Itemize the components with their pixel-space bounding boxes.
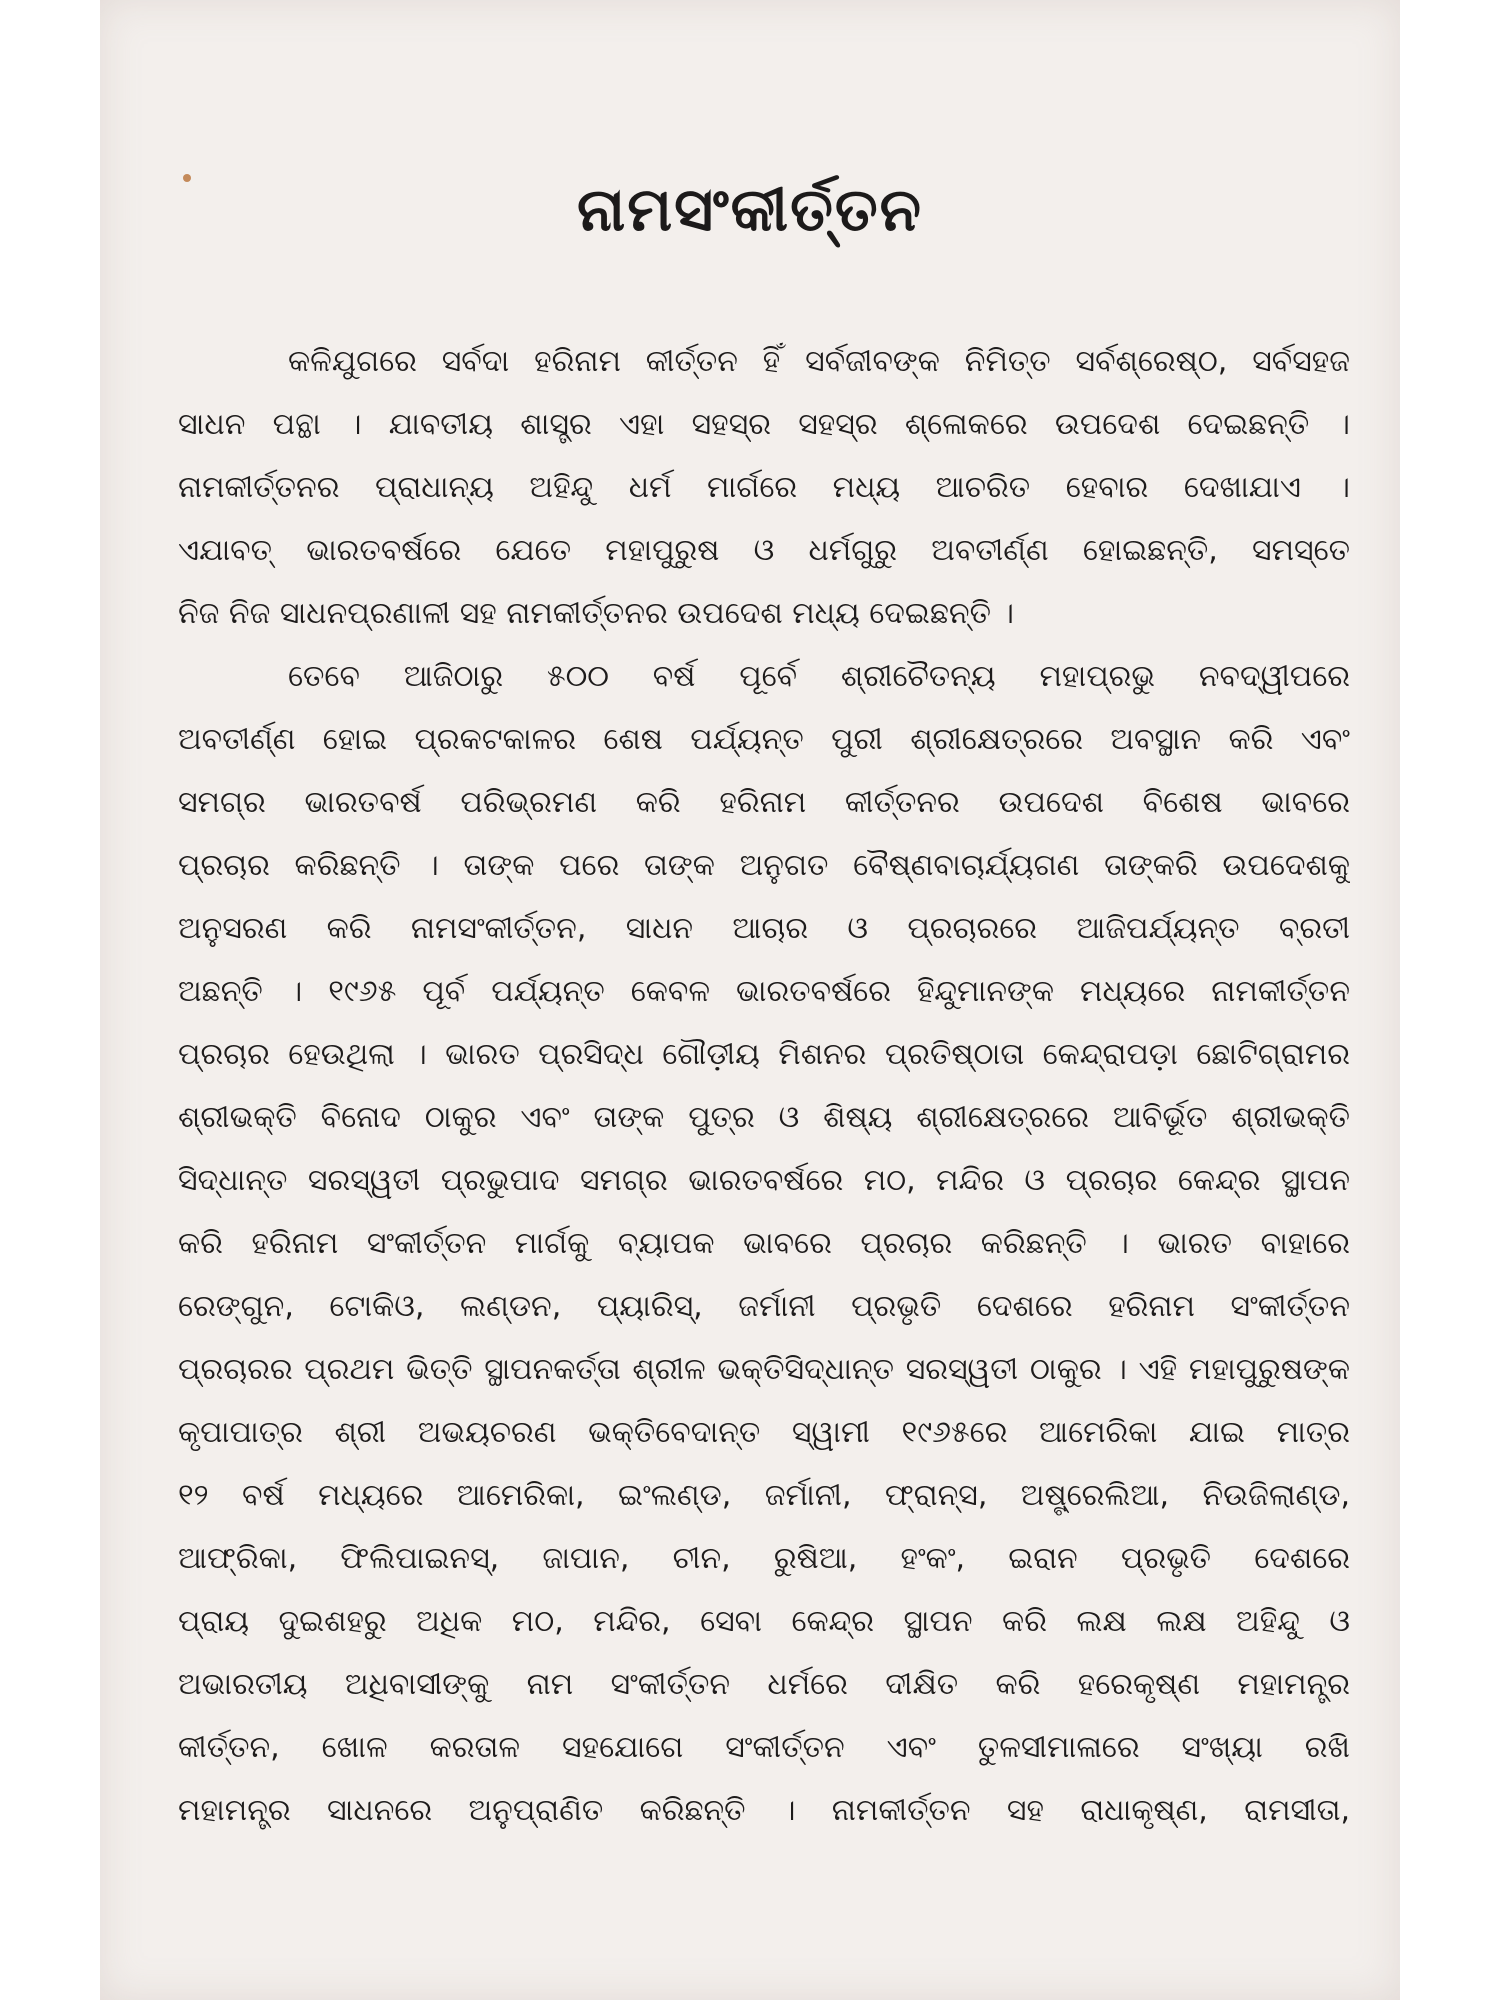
text-line: କଳିଯୁଗରେ ସର୍ବଦା ହରିନାମ କୀର୍ତ୍ତନ ହିଁ ସର୍ବଜୀବଙ୍କ ନିମିତ୍ତ ସର୍ବଶ୍ରେଷ୍ଠ, ସର୍ବସହଜ	[288, 344, 1350, 379]
text-line: ପ୍ରଚାର କରିଛନ୍ତି । ତାଙ୍କ ପରେ ତାଙ୍କ ଅନୁଗତ ବୈଷ୍ଣବାଚାର୍ଯ୍ୟଗଣ ତାଙ୍କରି ଉପଦେଶକୁ	[178, 848, 1350, 883]
text-line: ତେବେ ଆଜିଠାରୁ ୫୦୦ ବର୍ଷ ପୂର୍ବେ ଶ୍ରୀଚୈତନ୍ୟ ମହାପ୍ରଭୁ ନବଦ୍ୱୀପରେ	[288, 659, 1350, 694]
text-line: ମହାମନ୍ତ୍ର ସାଧନରେ ଅନୁପ୍ରାଣିତ କରିଛନ୍ତି । ନାମକୀର୍ତ୍ତନ ସହ ରାଧାକୃଷ୍ଣ, ରାମସୀତା,	[178, 1793, 1350, 1828]
text-line: ଆଫ୍ରିକା, ଫିଲିପାଇନସ୍, ଜାପାନ, ଚୀନ, ରୁଷିଆ, ହଂକଂ, ଇରାନ ପ୍ରଭୃତି ଦେଶରେ	[178, 1541, 1350, 1576]
text-line: ପ୍ରଚାରର ପ୍ରଥମ ଭିତ୍ତି ସ୍ଥାପନକର୍ତ୍ତା ଶ୍ରୀଳ ଭକ୍ତିସିଦ୍ଧାନ୍ତ ସରସ୍ୱତୀ ଠାକୁର । ଏହି ମହାପୁରୁଷଙ୍କ	[178, 1352, 1350, 1387]
text-line: ୧୨ ବର୍ଷ ମଧ୍ୟରେ ଆମେରିକା, ଇଂଲଣ୍ଡ, ଜର୍ମାନୀ, ଫ୍ରାନ୍ସ, ଅଷ୍ଟ୍ରେଲିଆ, ନିଉଜିଲାଣ୍ଡ,	[178, 1478, 1350, 1513]
text-line: ପ୍ରଚାର ହେଉଥିଲା । ଭାରତ ପ୍ରସିଦ୍ଧ ଗୌଡ଼ୀୟ ମିଶନର ପ୍ରତିଷ୍ଠାତା କେନ୍ଦ୍ରାପଡ଼ା ଛୋଟିଗ୍ରାମର	[178, 1037, 1350, 1072]
text-line: ଏଯାବତ୍ ଭାରତବର୍ଷରେ ଯେତେ ମହାପୁରୁଷ ଓ ଧର୍ମଗୁରୁ ଅବତୀର୍ଣ୍ଣ ହୋଇଛନ୍ତି, ସମସ୍ତେ	[178, 533, 1350, 568]
text-line: ନାମକୀର୍ତ୍ତନର ପ୍ରାଧାନ୍ୟ ଅହିନ୍ଦୁ ଧର୍ମ ମାର୍ଗରେ ମଧ୍ୟ ଆଚରିତ ହେବାର ଦେଖାଯାଏ ।	[178, 470, 1350, 505]
text-line: ରେଙ୍ଗୁନ, ଟୋକିଓ, ଲଣ୍ଡନ, ପ୍ୟାରିସ୍, ଜର୍ମାନୀ ପ୍ରଭୃତି ଦେଶରେ ହରିନାମ ସଂକୀର୍ତ୍ତନ	[178, 1289, 1350, 1324]
text-line: ନିଜ ନିଜ ସାଧନପ୍ରଣାଳୀ ସହ ନାମକୀର୍ତ୍ତନର ଉପଦେଶ ମଧ୍ୟ ଦେଇଛନ୍ତି ।	[178, 596, 1015, 631]
text-line: ଅଭାରତୀୟ ଅଧିବାସୀଙ୍କୁ ନାମ ସଂକୀର୍ତ୍ତନ ଧର୍ମରେ ଦୀକ୍ଷିତ କରି ହରେକୃଷ୍ଣ ମହାମନ୍ତ୍ର	[178, 1667, 1350, 1702]
text-line: ଅନୁସରଣ କରି ନାମସଂକୀର୍ତ୍ତନ, ସାଧନ ଆଚାର ଓ ପ୍ରଚାରରେ ଆଜିପର୍ଯ୍ୟନ୍ତ ବ୍ରତୀ	[178, 911, 1350, 946]
text-line: ସମଗ୍ର ଭାରତବର୍ଷ ପରିଭ୍ରମଣ କରି ହରିନାମ କୀର୍ତ୍ତନର ଉପଦେଶ ବିଶେଷ ଭାବରେ	[178, 785, 1350, 820]
text-line: ପ୍ରାୟ ଦୁଇଶହରୁ ଅଧିକ ମଠ, ମନ୍ଦିର, ସେବା କେନ୍ଦ୍ର ସ୍ଥାପନ କରି ଲକ୍ଷ ଲକ୍ଷ ଅହିନ୍ଦୁ ଓ	[178, 1604, 1350, 1639]
text-line: ଶ୍ରୀଭକ୍ତି ବିନୋଦ ଠାକୁର ଏବଂ ତାଙ୍କ ପୁତ୍ର ଓ ଶିଷ୍ୟ ଶ୍ରୀକ୍ଷେତ୍ରରେ ଆବିର୍ଭୂତ ଶ୍ରୀଭକ୍ତି	[178, 1100, 1350, 1135]
page-title: ନାମସଂକୀର୍ତ୍ତନ	[577, 175, 923, 245]
text-line: କୀର୍ତ୍ତନ, ଖୋଳ କରତାଳ ସହଯୋଗେ ସଂକୀର୍ତ୍ତନ ଏବଂ ତୁଳସୀମାଳାରେ ସଂଖ୍ୟା ରଖି	[178, 1730, 1350, 1765]
text-line: ସାଧନ ପନ୍ଥା । ଯାବତୀୟ ଶାସ୍ତ୍ର ଏହା ସହସ୍ର ସହସ୍ର ଶ୍ଳୋକରେ ଉପଦେଶ ଦେଇଛନ୍ତି ।	[178, 407, 1350, 442]
text-line: ଅଛନ୍ତି । ୧୯୬୫ ପୂର୍ବ ପର୍ଯ୍ୟନ୍ତ କେବଳ ଭାରତବର୍ଷରେ ହିନ୍ଦୁମାନଙ୍କ ମଧ୍ୟରେ ନାମକୀର୍ତ୍ତନ	[178, 974, 1350, 1009]
text-line: କରି ହରିନାମ ସଂକୀର୍ତ୍ତନ ମାର୍ଗକୁ ବ୍ୟାପକ ଭାବରେ ପ୍ରଚାର କରିଛନ୍ତି । ଭାରତ ବାହାରେ	[178, 1226, 1350, 1261]
text-line: କୃପାପାତ୍ର ଶ୍ରୀ ଅଭୟଚରଣ ଭକ୍ତିବେଦାନ୍ତ ସ୍ୱାମୀ ୧୯୬୫ରେ ଆମେରିକା ଯାଇ ମାତ୍ର	[178, 1415, 1350, 1450]
text-line: ସିଦ୍ଧାନ୍ତ ସରସ୍ୱତୀ ପ୍ରଭୁପାଦ ସମଗ୍ର ଭାରତବର୍ଷରେ ମଠ, ମନ୍ଦିର ଓ ପ୍ରଚାର କେନ୍ଦ୍ର ସ୍ଥାପନ	[178, 1163, 1350, 1198]
text-line: ଅବତୀର୍ଣ୍ଣ ହୋଇ ପ୍ରକଟକାଳର ଶେଷ ପର୍ଯ୍ୟନ୍ତ ପୁରୀ ଶ୍ରୀକ୍ଷେତ୍ରରେ ଅବସ୍ଥାନ କରି ଏବଂ	[178, 722, 1350, 757]
body-text	[178, 330, 1350, 1842]
